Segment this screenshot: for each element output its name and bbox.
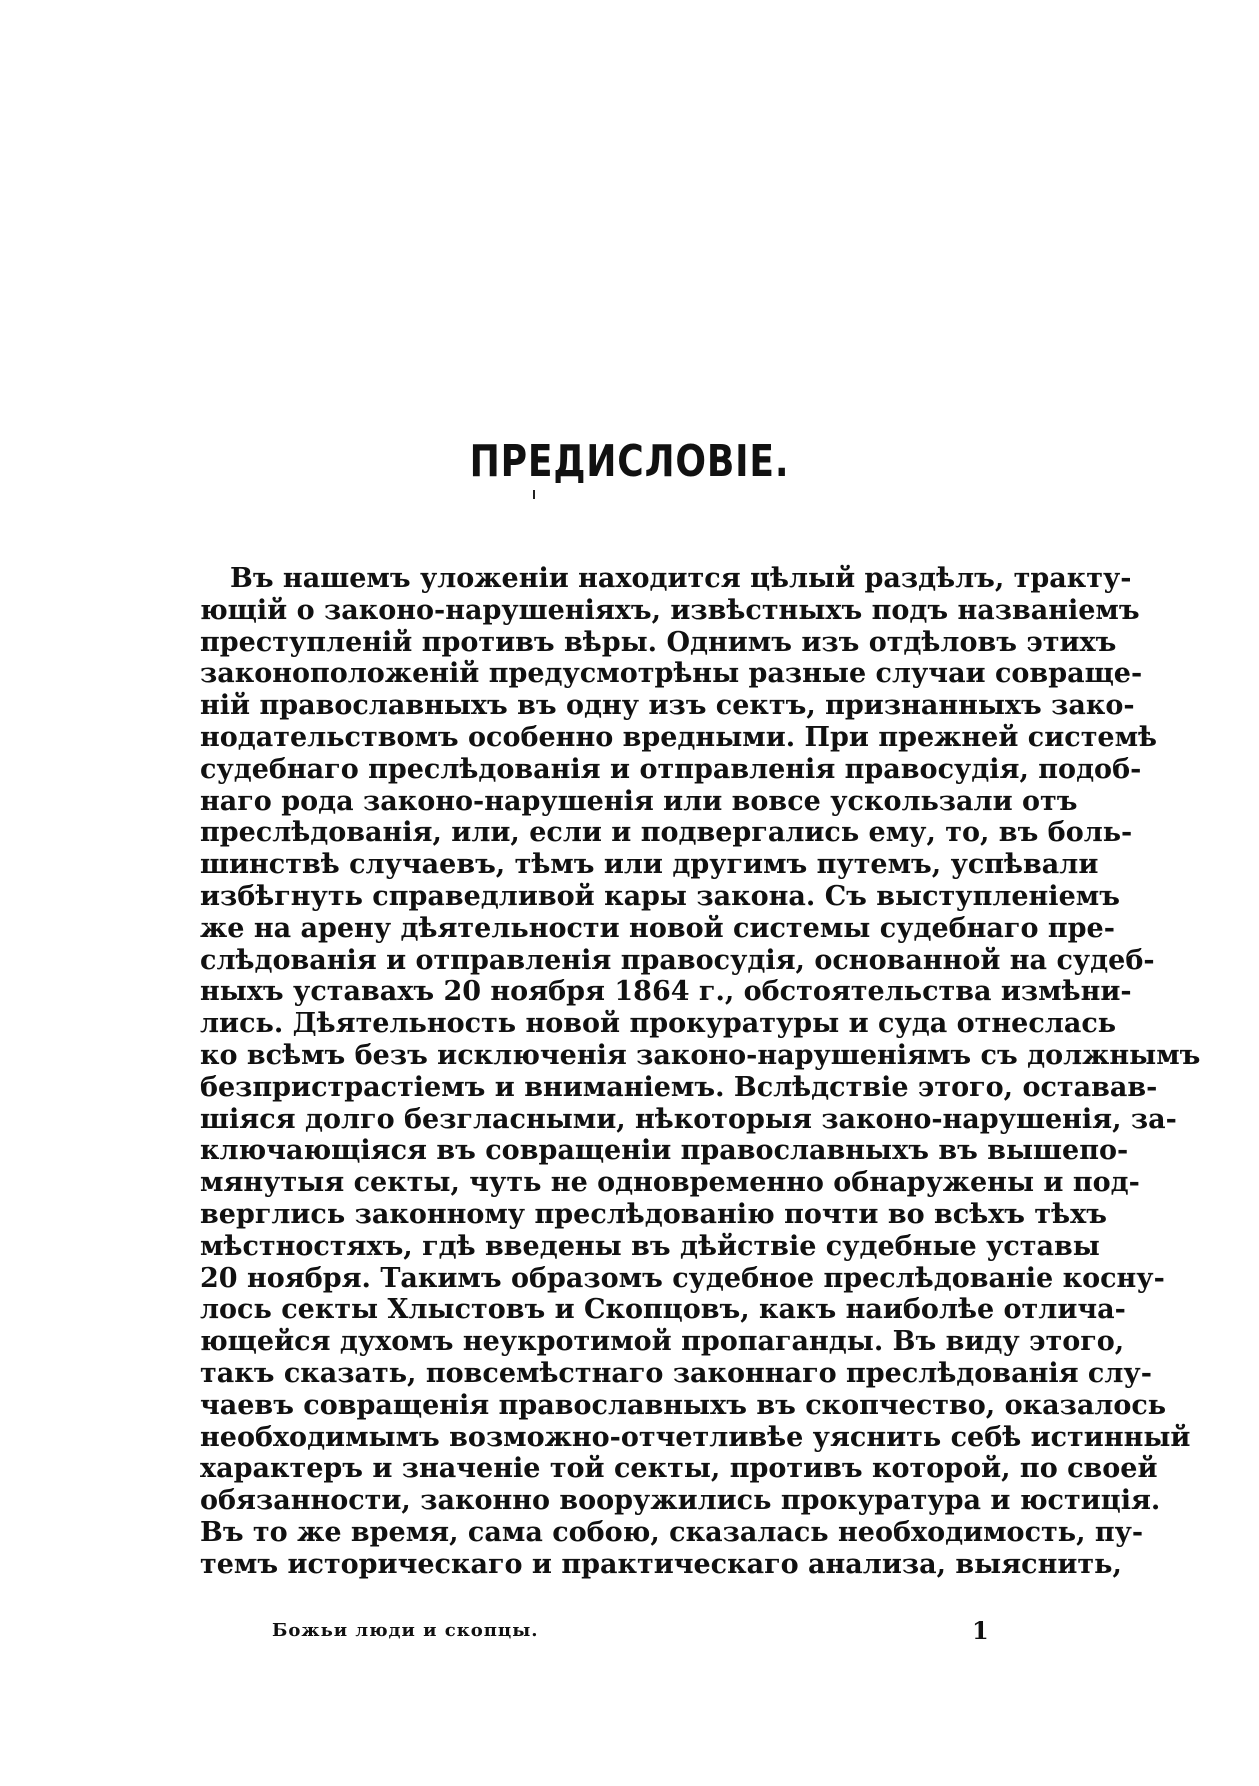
text-line: ключающіяся въ совращеніи православныхъ въ вышепо- [200, 1135, 1129, 1167]
text-line: преступленій противъ вѣры. Однимъ изъ отдѣловъ этихъ [200, 626, 1117, 658]
text-line: лось секты Хлыстовъ и Скопцовъ, какъ наиболѣе отлича- [200, 1294, 1126, 1326]
text-line: слѣдованія и отправленія правосудія, основанной на судеб- [200, 944, 1155, 976]
text-line: мянутыя секты, чуть не одновременно обнаружены и под- [200, 1167, 1140, 1199]
text-line: необходимымъ возможно-отчетливѣе уяснить себѣ истинный [200, 1421, 1191, 1453]
text-line: ющій о законо-нарушеніяхъ, извѣстныхъ подъ названіемъ [200, 594, 1140, 626]
text-line: наго рода законо-нарушенія или вовсе ускользали отъ [200, 785, 1078, 817]
page-title: ПРЕДИСЛОВІЕ. [469, 436, 790, 487]
text-line: шіяся долго безгласными, нѣкоторыя законо-нарушенія, за- [200, 1103, 1177, 1135]
text-line: безпристрастіемъ и вниманіемъ. Вслѣдствіе этого, оставав- [200, 1071, 1158, 1103]
text-line: ній православныхъ въ одну изъ сектъ, признанныхъ зако- [200, 690, 1135, 722]
text-line: Въ то же время, сама собою, сказалась необходимость, пу- [200, 1516, 1144, 1548]
text-line: мѣстностяхъ, гдѣ введены въ дѣйствіе судебные уставы [200, 1230, 1100, 1262]
text-line: судебнаго преслѣдованія и отправленія правосудія, подоб- [200, 753, 1142, 785]
text-line: 20 ноября. Такимъ образомъ судебное преслѣдованіе косну- [200, 1262, 1165, 1294]
text-line: такъ сказать, повсемѣстнаго законнаго преслѣдованія слу- [200, 1357, 1152, 1389]
page-number: 1 [972, 1616, 989, 1645]
text-line: лись. Дѣятельность новой прокуратуры и суда отнеслась [200, 1008, 1117, 1040]
text-line: ко всѣмъ безъ исключенія законо-нарушеніямъ съ должнымъ [200, 1039, 1201, 1071]
text-line: ныхъ уставахъ 20 ноября 1864 г., обстоятельства измѣни- [200, 976, 1132, 1008]
preface-body [200, 563, 1201, 1581]
text-line: же на арену дѣятельности новой системы судебнаго пре- [200, 912, 1115, 944]
text-line: законоположеній предусмотрѣны разные случаи совраще- [200, 658, 1143, 690]
running-title: Божьи люди и скопцы. [272, 1620, 539, 1641]
text-line: избѣгнуть справедливой кары закона. Съ выступленіемъ [200, 880, 1120, 912]
text-line: характеръ и значеніе той секты, противъ которой, по своей [200, 1453, 1158, 1485]
text-line: чаевъ совращенія православныхъ въ скопчество, оказалось [200, 1389, 1167, 1421]
text-line: верглись законному преслѣдованію почти во всѣхъ тѣхъ [200, 1198, 1107, 1230]
text-line: шинствѣ случаевъ, тѣмъ или другимъ путемъ, успѣвали [200, 849, 1099, 881]
text-line: темъ историческаго и практическаго анализа, выяснить, [200, 1548, 1122, 1580]
text-line: преслѣдованія, или, если и подвергались ему, то, въ боль- [200, 817, 1133, 849]
text-line: Въ нашемъ уложеніи находится цѣлый раздѣлъ, тракту- [230, 563, 1132, 594]
text-line: ющейся духомъ неукротимой пропаганды. Въ виду этого, [200, 1326, 1125, 1358]
text-line: обязанности, законно вооружились прокуратура и юстиція. [200, 1485, 1161, 1517]
text-line: нодательствомъ особенно вредными. При прежней системѣ [200, 721, 1158, 753]
ink-speck [533, 490, 535, 499]
